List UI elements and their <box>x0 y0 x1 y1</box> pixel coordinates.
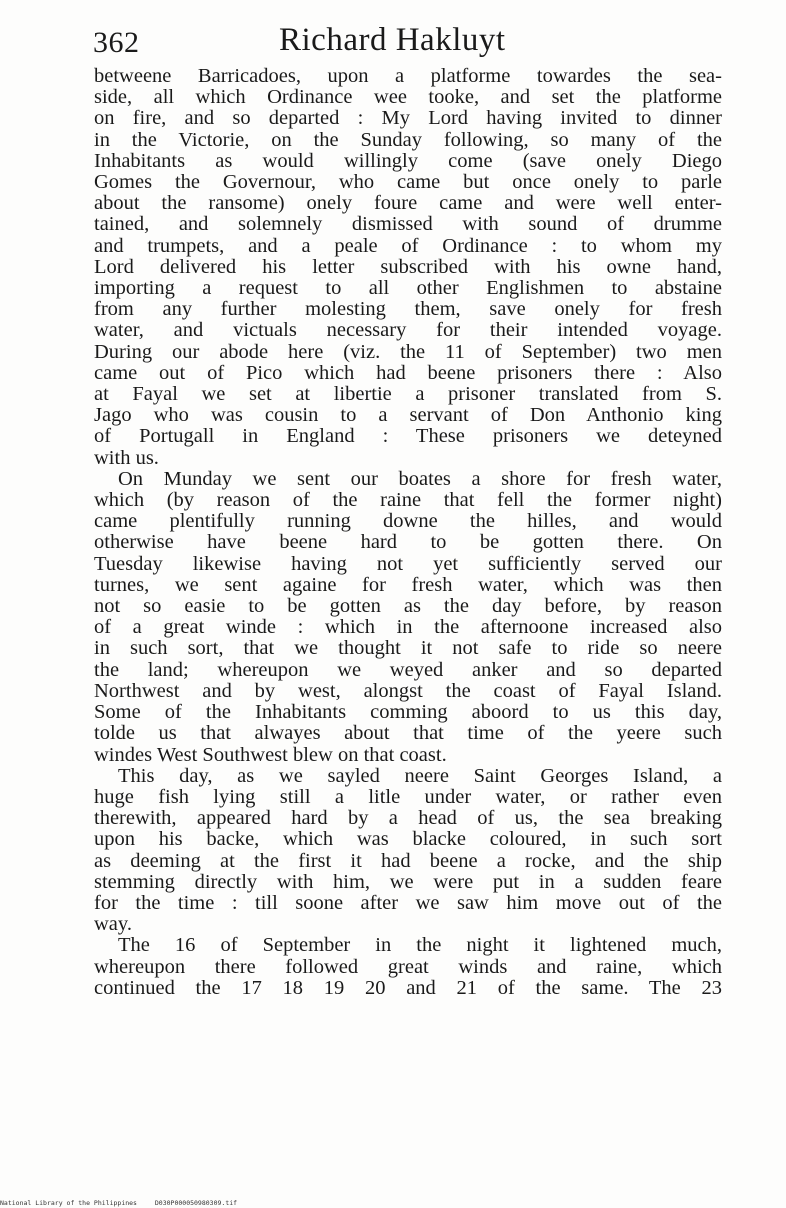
text-line: During our abode here (viz. the 11 of September) two men <box>94 340 722 363</box>
body-text <box>94 66 722 999</box>
text-line: with us. <box>94 446 159 469</box>
text-line: turnes, we sent againe for fresh water, which was then <box>94 573 722 596</box>
text-line: from any further molesting them, save onely for fresh <box>94 298 722 321</box>
text-line: Northwest and by west, alongst the coast of Fayal Island. <box>94 679 722 702</box>
scan-footer <box>0 1199 786 1208</box>
text-line: of Portugall in England : These prisoners we deteyned <box>94 425 722 448</box>
paragraph-3 <box>94 766 722 936</box>
text-line: about the ransome) onely foure came and were well enter- <box>94 192 722 215</box>
text-line: betweene Barricadoes, upon a platforme towardes the sea- <box>94 65 722 87</box>
page-header <box>93 18 723 68</box>
text-line: huge fish lying still a litle under water, or rather even <box>94 785 722 808</box>
text-line: upon his backe, which was blacke coloured, in such sort <box>94 828 722 851</box>
text-line: therewith, appeared hard by a head of us, the sea breaking <box>94 807 722 830</box>
text-line: otherwise have beene hard to be gotten there. On <box>94 531 722 554</box>
text-line: at Fayal we set at libertie a prisoner translated from S. <box>94 383 722 406</box>
text-line: The 16 of September in the night it lightened much, <box>118 934 722 957</box>
paragraph-1 <box>94 66 722 469</box>
text-line: came out of Pico which had beene prisoners there : Also <box>94 361 722 384</box>
text-line: of a great winde : which in the afternoone increased also <box>94 616 722 639</box>
text-line: came plentifully running downe the hilles, and would <box>94 510 722 533</box>
library-credit: National Library of the Philippines <box>0 1199 137 1207</box>
text-line: Tuesday likewise having not yet sufficiently served our <box>94 552 722 575</box>
text-line: Lord delivered his letter subscribed with his owne hand, <box>94 255 722 278</box>
text-line: which (by reason of the raine that fell the former night) <box>94 489 722 512</box>
text-line: On Munday we sent our boates a shore for fresh water, <box>118 467 722 490</box>
text-line: way. <box>94 913 132 936</box>
text-line: Jago who was cousin to a servant of Don Anthonio king <box>94 404 722 427</box>
text-line: windes West Southwest blew on that coast. <box>94 743 447 766</box>
text-line: Some of the Inhabitants comming aboord to us this day, <box>94 701 722 724</box>
text-line: importing a request to all other Englishmen to abstaine <box>94 277 722 300</box>
text-line: not so easie to be gotten as the day before, by reason <box>94 595 722 618</box>
text-line: for the time : till soone after we saw him move out of the <box>94 891 722 914</box>
text-line: in such sort, that we thought it not safe to ride so neere <box>94 637 722 660</box>
text-line: Gomes the Governour, who came but once onely to parle <box>94 171 722 194</box>
paragraph-4 <box>94 935 722 999</box>
paragraph-2 <box>94 469 722 766</box>
text-line: the land; whereupon we weyed anker and so departed <box>94 658 722 681</box>
text-line: as deeming at the first it had beene a rocke, and the ship <box>94 849 722 872</box>
text-line: tained, and solemnely dismissed with sound of drumme <box>94 213 722 236</box>
text-line: whereupon there followed great winds and raine, which <box>94 955 722 978</box>
text-line: stemming directly with him, we were put in a sudden feare <box>94 870 722 893</box>
text-line: Inhabitants as would willingly come (save onely Diego <box>94 149 722 172</box>
page-number: 362 <box>93 26 140 59</box>
text-line: and trumpets, and a peale of Ordinance : to whom my <box>94 234 722 257</box>
text-line: This day, as we sayled neere Saint Georges Island, a <box>118 764 722 787</box>
text-line: on fire, and so departed : My Lord having invited to dinner <box>94 107 722 130</box>
text-line: water, and victuals necessary for their intended voyage. <box>94 319 722 342</box>
running-head: Richard Hakluyt <box>279 22 506 58</box>
text-line: continued the 17 18 19 20 and 21 of the same. The 23 <box>94 976 722 999</box>
text-line: tolde us that alwayes about that time of the yeere such <box>94 722 722 745</box>
text-line: side, all which Ordinance wee tooke, and set the platforme <box>94 86 722 109</box>
text-line: in the Victorie, on the Sunday following, so many of the <box>94 128 722 151</box>
file-id: D030P000050980309.tif <box>154 1199 238 1207</box>
